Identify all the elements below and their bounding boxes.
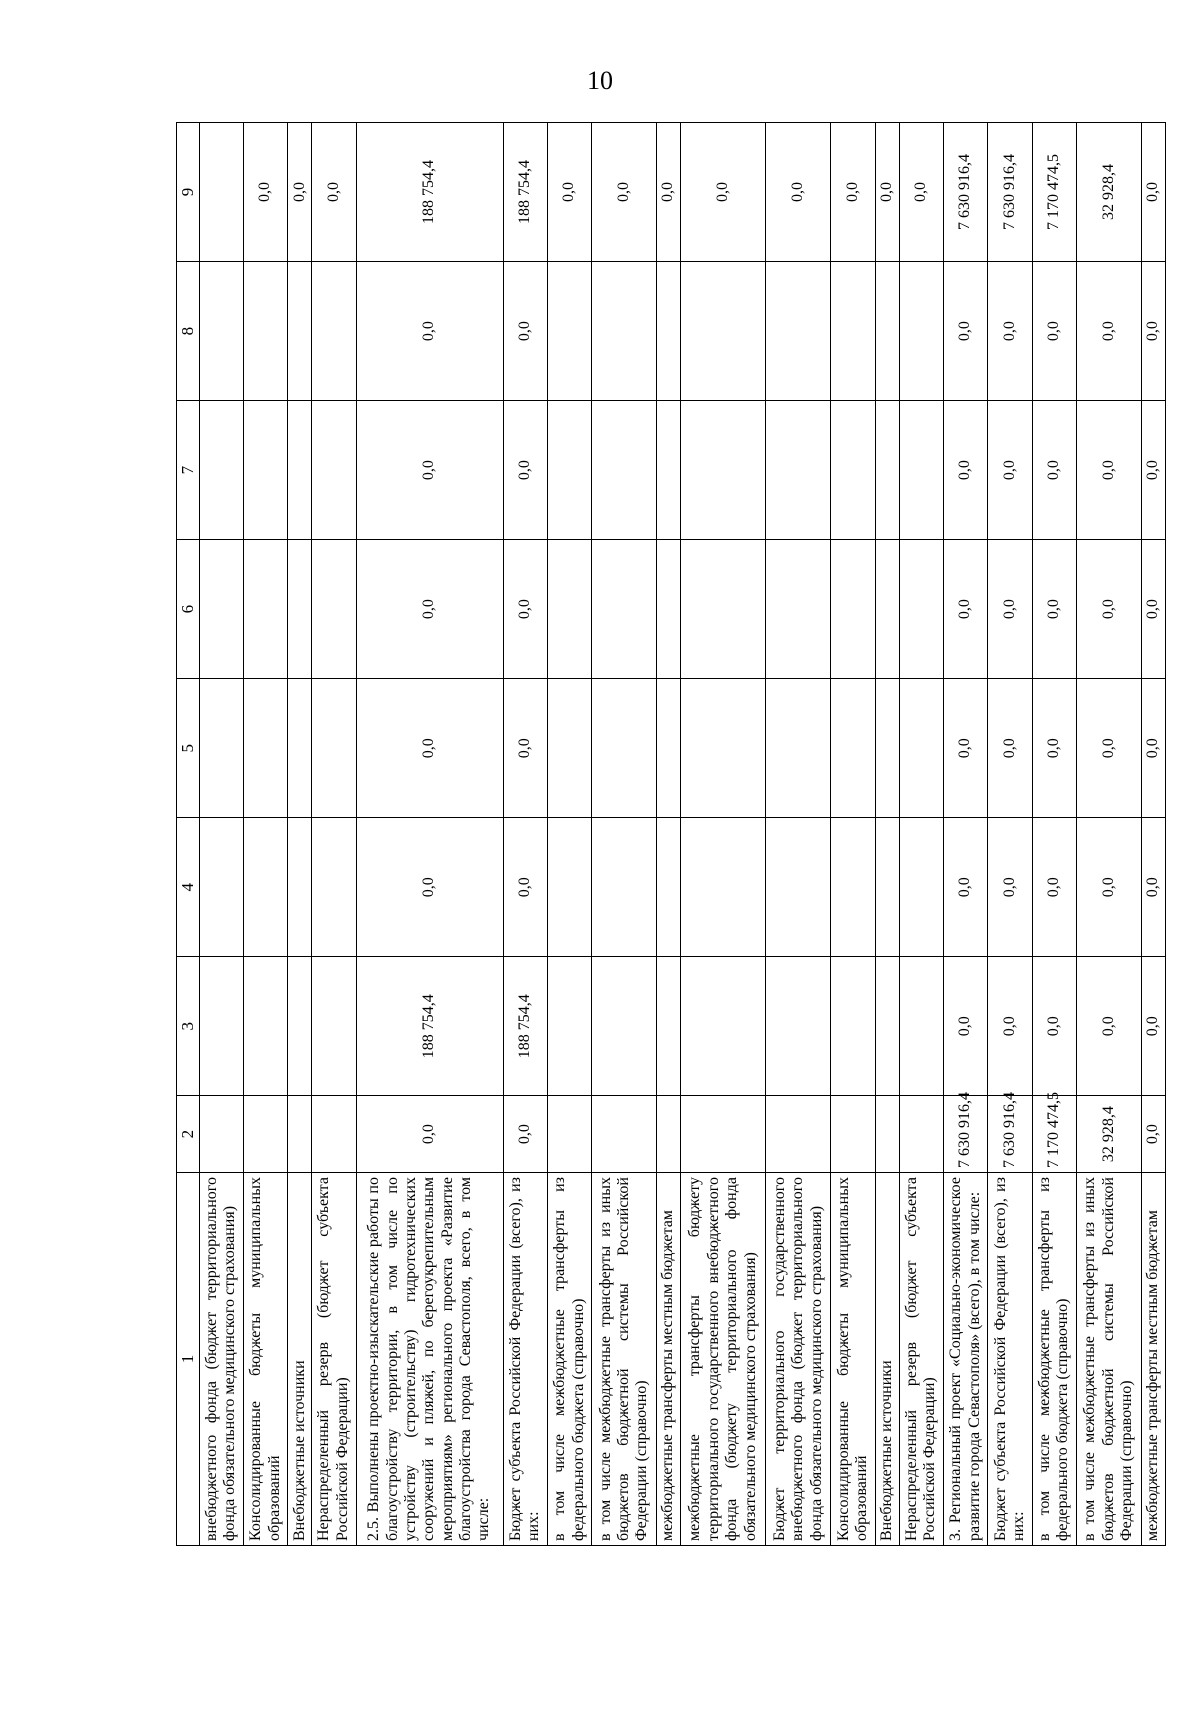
value-cell: [766, 818, 831, 957]
value-cell: 0,0: [1141, 540, 1165, 679]
column-header: 2: [177, 1096, 200, 1173]
row-label: межбюджетные трансферты местным бюджетам: [657, 1173, 681, 1546]
value-cell: 0,0: [1032, 401, 1076, 540]
budget-table-container: [176, 122, 1166, 1546]
value-cell: [312, 401, 356, 540]
row-label: 2.5. Выполнены проектно-изыскательские работы по благоустройству территории, в том числе по устройству (строительству) гидротехнических сооружений и пляжей, по берегоукрепительным мероприятиям» регионального проекта «Развитие благоустройства города Севастополя, всего, в том числе:: [356, 1173, 503, 1546]
value-cell: [547, 679, 591, 818]
row-label: Консолидированные бюджеты муниципальных образований: [243, 1173, 287, 1546]
value-cell: [199, 540, 243, 679]
row-label: Консолидированные бюджеты муниципальных образований: [831, 1173, 875, 1546]
value-cell: [312, 679, 356, 818]
value-cell: [766, 401, 831, 540]
table-row: [356, 123, 503, 1546]
value-cell: 0,0: [503, 540, 547, 679]
value-cell: [899, 262, 943, 401]
value-cell: 7 170 474,5: [1032, 1096, 1076, 1173]
value-cell: [681, 540, 766, 679]
row-label: Бюджет территориального государственного внебюджетного фонда (бюджет территориального фонда обязательного медицинского страхования): [766, 1173, 831, 1546]
value-cell: 0,0: [681, 123, 766, 262]
value-cell: 0,0: [988, 540, 1032, 679]
value-cell: [199, 262, 243, 401]
value-cell: [657, 540, 681, 679]
value-cell: 0,0: [1077, 540, 1142, 679]
column-header: 6: [177, 540, 200, 679]
value-cell: [243, 401, 287, 540]
value-cell: 0,0: [988, 679, 1032, 818]
value-cell: 0,0: [356, 401, 503, 540]
value-cell: 0,0: [943, 957, 987, 1096]
page-number: 10: [587, 66, 613, 95]
table-row: [503, 123, 547, 1546]
value-cell: 0,0: [356, 540, 503, 679]
value-cell: [899, 818, 943, 957]
value-cell: [657, 957, 681, 1096]
table-row: [312, 123, 356, 1546]
value-cell: [312, 1096, 356, 1173]
value-cell: [288, 679, 312, 818]
row-label: в том числе межбюджетные трансферты из иных бюджетов бюджетной системы Российской Федерации (справочно): [1077, 1173, 1142, 1546]
value-cell: [592, 1096, 657, 1173]
value-cell: [831, 401, 875, 540]
value-cell: 0,0: [243, 123, 287, 262]
value-cell: [547, 957, 591, 1096]
value-cell: 7 630 916,4: [988, 123, 1032, 262]
value-cell: 0,0: [988, 818, 1032, 957]
value-cell: [592, 957, 657, 1096]
value-cell: 0,0: [988, 262, 1032, 401]
value-cell: 7 630 916,4: [988, 1096, 1032, 1173]
value-cell: [831, 262, 875, 401]
value-cell: [243, 957, 287, 1096]
value-cell: 0,0: [1141, 401, 1165, 540]
value-cell: 7 170 474,5: [1032, 123, 1076, 262]
table-row: [199, 123, 243, 1546]
value-cell: [199, 1096, 243, 1173]
value-cell: 0,0: [1077, 401, 1142, 540]
header-row: [177, 123, 200, 1546]
value-cell: [312, 540, 356, 679]
value-cell: [831, 1096, 875, 1173]
value-cell: 188 754,4: [356, 123, 503, 262]
value-cell: 188 754,4: [503, 957, 547, 1096]
value-cell: 0,0: [1141, 123, 1165, 262]
value-cell: [312, 818, 356, 957]
value-cell: [899, 540, 943, 679]
value-cell: [875, 262, 899, 401]
table-row: [1077, 123, 1142, 1546]
value-cell: [243, 1096, 287, 1173]
value-cell: 0,0: [1077, 957, 1142, 1096]
value-cell: [899, 679, 943, 818]
value-cell: [875, 401, 899, 540]
value-cell: 0,0: [1077, 679, 1142, 818]
table-row: [1032, 123, 1076, 1546]
value-cell: 0,0: [1077, 818, 1142, 957]
column-header: 1: [177, 1173, 200, 1546]
column-header: 5: [177, 679, 200, 818]
value-cell: [681, 1096, 766, 1173]
value-cell: [657, 1096, 681, 1173]
value-cell: [288, 262, 312, 401]
value-cell: 0,0: [1032, 262, 1076, 401]
value-cell: 0,0: [988, 401, 1032, 540]
value-cell: 0,0: [657, 123, 681, 262]
table-row: [875, 123, 899, 1546]
row-label: 3. Региональный проект «Социально-экономическое развитие города Севастополя» (всего), в том числе:: [943, 1173, 987, 1546]
value-cell: [831, 957, 875, 1096]
row-label: Нераспределенный резерв (бюджет субъекта Российской Федерации): [312, 1173, 356, 1546]
row-label: Внебюджетные источники: [288, 1173, 312, 1546]
value-cell: [875, 818, 899, 957]
value-cell: 0,0: [1032, 540, 1076, 679]
value-cell: [592, 401, 657, 540]
value-cell: [592, 679, 657, 818]
value-cell: [288, 818, 312, 957]
column-header: 7: [177, 401, 200, 540]
value-cell: 0,0: [356, 1096, 503, 1173]
value-cell: 0,0: [312, 123, 356, 262]
table-row: [1141, 123, 1165, 1546]
value-cell: [831, 540, 875, 679]
row-label: Нераспределенный резерв (бюджет субъекта Российской Федерации): [899, 1173, 943, 1546]
value-cell: [592, 540, 657, 679]
table-row: [766, 123, 831, 1546]
value-cell: [766, 540, 831, 679]
value-cell: [547, 540, 591, 679]
value-cell: [766, 1096, 831, 1173]
row-label: внебюджетного фонда (бюджет территориального фонда обязательного медицинского страхования): [199, 1173, 243, 1546]
value-cell: [875, 957, 899, 1096]
value-cell: 0,0: [1032, 957, 1076, 1096]
value-cell: [875, 679, 899, 818]
budget-table: [176, 122, 1166, 1546]
value-cell: [899, 957, 943, 1096]
row-label: Бюджет субъекта Российской Федерации (всего), из них:: [988, 1173, 1032, 1546]
table-row: [288, 123, 312, 1546]
value-cell: [547, 262, 591, 401]
value-cell: 0,0: [1032, 679, 1076, 818]
row-label: в том числе межбюджетные трансферты из федерального бюджета (справочно): [547, 1173, 591, 1546]
value-cell: 32 928,4: [1077, 1096, 1142, 1173]
value-cell: 0,0: [547, 123, 591, 262]
value-cell: 0,0: [1141, 679, 1165, 818]
value-cell: 0,0: [1032, 818, 1076, 957]
value-cell: 0,0: [1141, 818, 1165, 957]
value-cell: 0,0: [503, 818, 547, 957]
value-cell: 0,0: [899, 123, 943, 262]
table-row: [592, 123, 657, 1546]
value-cell: 188 754,4: [503, 123, 547, 262]
value-cell: [199, 957, 243, 1096]
value-cell: 0,0: [356, 679, 503, 818]
table-row: [943, 123, 987, 1546]
value-cell: [766, 957, 831, 1096]
value-cell: [875, 540, 899, 679]
row-label: в том числе межбюджетные трансферты из федерального бюджета (справочно): [1032, 1173, 1076, 1546]
value-cell: [681, 262, 766, 401]
value-cell: [547, 818, 591, 957]
value-cell: [831, 818, 875, 957]
value-cell: 0,0: [356, 262, 503, 401]
table-row: [681, 123, 766, 1546]
row-label: Бюджет субъекта Российской Федерации (всего), из них:: [503, 1173, 547, 1546]
value-cell: 0,0: [943, 818, 987, 957]
value-cell: [681, 818, 766, 957]
column-header: 9: [177, 123, 200, 262]
value-cell: [547, 401, 591, 540]
value-cell: 0,0: [1077, 262, 1142, 401]
value-cell: [899, 401, 943, 540]
value-cell: [592, 262, 657, 401]
value-cell: [657, 818, 681, 957]
value-cell: [899, 1096, 943, 1173]
value-cell: [288, 540, 312, 679]
row-label: Внебюджетные источники: [875, 1173, 899, 1546]
value-cell: 0,0: [503, 262, 547, 401]
value-cell: [547, 1096, 591, 1173]
value-cell: 32 928,4: [1077, 123, 1142, 262]
value-cell: 0,0: [988, 957, 1032, 1096]
table-row: [899, 123, 943, 1546]
value-cell: [681, 679, 766, 818]
value-cell: [199, 401, 243, 540]
table-row: [831, 123, 875, 1546]
value-cell: [243, 818, 287, 957]
value-cell: 0,0: [943, 679, 987, 818]
row-label: в том числе межбюджетные трансферты из иных бюджетов бюджетной системы Российской Федерации (справочно): [592, 1173, 657, 1546]
value-cell: [831, 679, 875, 818]
row-label: межбюджетные трансферты бюджету территориального государственного внебюджетного фонда (бюджету территориального фонда обязательного медицинского страхования): [681, 1173, 766, 1546]
column-header: 3: [177, 957, 200, 1096]
value-cell: [681, 957, 766, 1096]
value-cell: [243, 540, 287, 679]
table-row: [988, 123, 1032, 1546]
value-cell: 0,0: [592, 123, 657, 262]
table-body: [199, 123, 1165, 1546]
value-cell: [288, 401, 312, 540]
value-cell: [199, 679, 243, 818]
value-cell: 0,0: [503, 401, 547, 540]
value-cell: 7 630 916,4: [943, 1096, 987, 1173]
value-cell: [592, 818, 657, 957]
table-row: [243, 123, 287, 1546]
value-cell: [875, 1096, 899, 1173]
value-cell: [681, 401, 766, 540]
column-header: 4: [177, 818, 200, 957]
value-cell: [243, 679, 287, 818]
value-cell: 0,0: [875, 123, 899, 262]
column-header: 8: [177, 262, 200, 401]
value-cell: [657, 679, 681, 818]
value-cell: 188 754,4: [356, 957, 503, 1096]
value-cell: [199, 818, 243, 957]
value-cell: [657, 262, 681, 401]
value-cell: 7 630 916,4: [943, 123, 987, 262]
value-cell: [657, 401, 681, 540]
value-cell: 0,0: [766, 123, 831, 262]
value-cell: 0,0: [288, 123, 312, 262]
value-cell: 0,0: [943, 540, 987, 679]
value-cell: 0,0: [503, 679, 547, 818]
table-row: [547, 123, 591, 1546]
value-cell: [312, 262, 356, 401]
value-cell: 0,0: [1141, 957, 1165, 1096]
value-cell: [243, 262, 287, 401]
value-cell: [199, 123, 243, 262]
value-cell: 0,0: [356, 818, 503, 957]
table-row: [657, 123, 681, 1546]
value-cell: 0,0: [831, 123, 875, 262]
row-label: межбюджетные трансферты местным бюджетам: [1141, 1173, 1165, 1546]
value-cell: 0,0: [1141, 262, 1165, 401]
value-cell: 0,0: [943, 262, 987, 401]
value-cell: [766, 679, 831, 818]
value-cell: 0,0: [1141, 1096, 1165, 1173]
value-cell: [766, 262, 831, 401]
value-cell: [288, 957, 312, 1096]
value-cell: [288, 1096, 312, 1173]
value-cell: [312, 957, 356, 1096]
value-cell: 0,0: [943, 401, 987, 540]
value-cell: 0,0: [503, 1096, 547, 1173]
